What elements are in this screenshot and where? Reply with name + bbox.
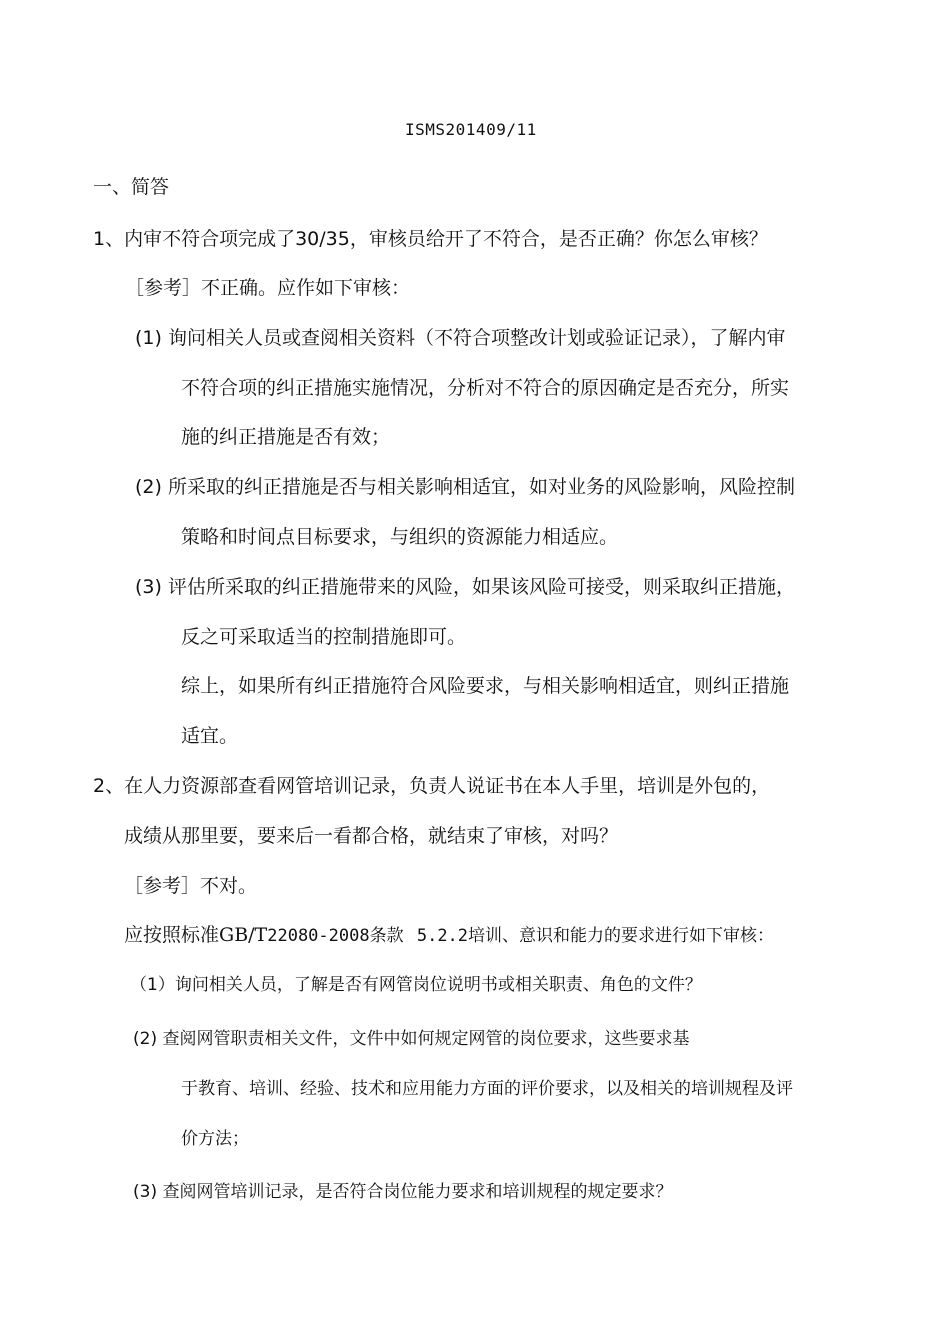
q1-item2-line2: 策略和时间点目标要求，与组织的资源能力相适应。 [181,526,619,548]
q2-standard-code-a: GB/T [219,924,268,946]
q1-summary-line1: 综上，如果所有纠正措施符合风险要求，与相关影响相适宜，则纠正措施 [181,675,790,697]
q2-standard-mid: 条款 [369,926,404,946]
q1-item1-line2: 不符合项的纠正措施实施情况，分析对不符合的原因确定是否充分，所实 [181,377,790,399]
q1-item1-line1: (1) 询问相关人员或查阅相关资料（不符合项整改计划或验证记录），了解内审 [135,327,786,349]
q2-standard-clause: 5.2.2 [416,926,469,946]
section-title: 一、简答 [93,176,170,198]
q2-item2-line1: (2) 查阅网管职责相关文件，文件中如何规定网管的岗位要求，这些要求基 [133,1029,690,1049]
q2-question-line2: 成绩从那里要，要来后一看都合格，就结束了审核，对吗？ [124,825,619,847]
q2-item1-line1: （1）询问相关人员，了解是否有网管岗位说明书或相关职责、角色的文件？ [130,975,702,995]
q2-item2-line3: 价方法； [181,1129,249,1149]
q2-standard-code-b: 22080-2008 [267,926,370,946]
q2-answer-intro: ［参考］不对。 [124,875,258,897]
q2-standard-prefix: 应按照标准 [124,924,220,946]
q2-standard-line [124,922,774,949]
q1-item3-line1: (3) 评估所采取的纠正措施带来的风险，如果该风险可接受，则采取纠正措施， [135,576,795,598]
q1-item3-line2: 反之可采取适当的控制措施即可。 [181,626,467,648]
q1-summary-line2: 适宜。 [181,725,239,747]
q2-standard-suffix: 培训、意识和能力的要求进行如下审核： [468,926,775,946]
q1-item2-line1: (2) 所采取的纠正措施是否与相关影响相适宜，如对业务的风险影响，风险控制 [135,476,795,498]
q2-item3-line1: (3) 查阅网管培训记录，是否符合岗位能力要求和培训规程的规定要求？ [133,1182,673,1202]
q1-question: 1、内审不符合项完成了30/35，审核员给开了不符合，是否正确？你怎么审核？ [93,228,768,250]
doc-code: ISMS201409/11 [405,120,537,139]
q2-item2-line2: 于教育、培训、经验、技术和应用能力方面的评价要求，以及相关的培训规程及评 [181,1079,793,1099]
q1-answer-intro: ［参考］不正确。应作如下审核： [125,277,411,299]
q1-item1-line3: 施的纠正措施是否有效； [181,426,391,448]
q2-question-line1: 2、在人力资源部查看网管培训记录，负责人说证书在本人手里，培训是外包的， [93,775,771,797]
